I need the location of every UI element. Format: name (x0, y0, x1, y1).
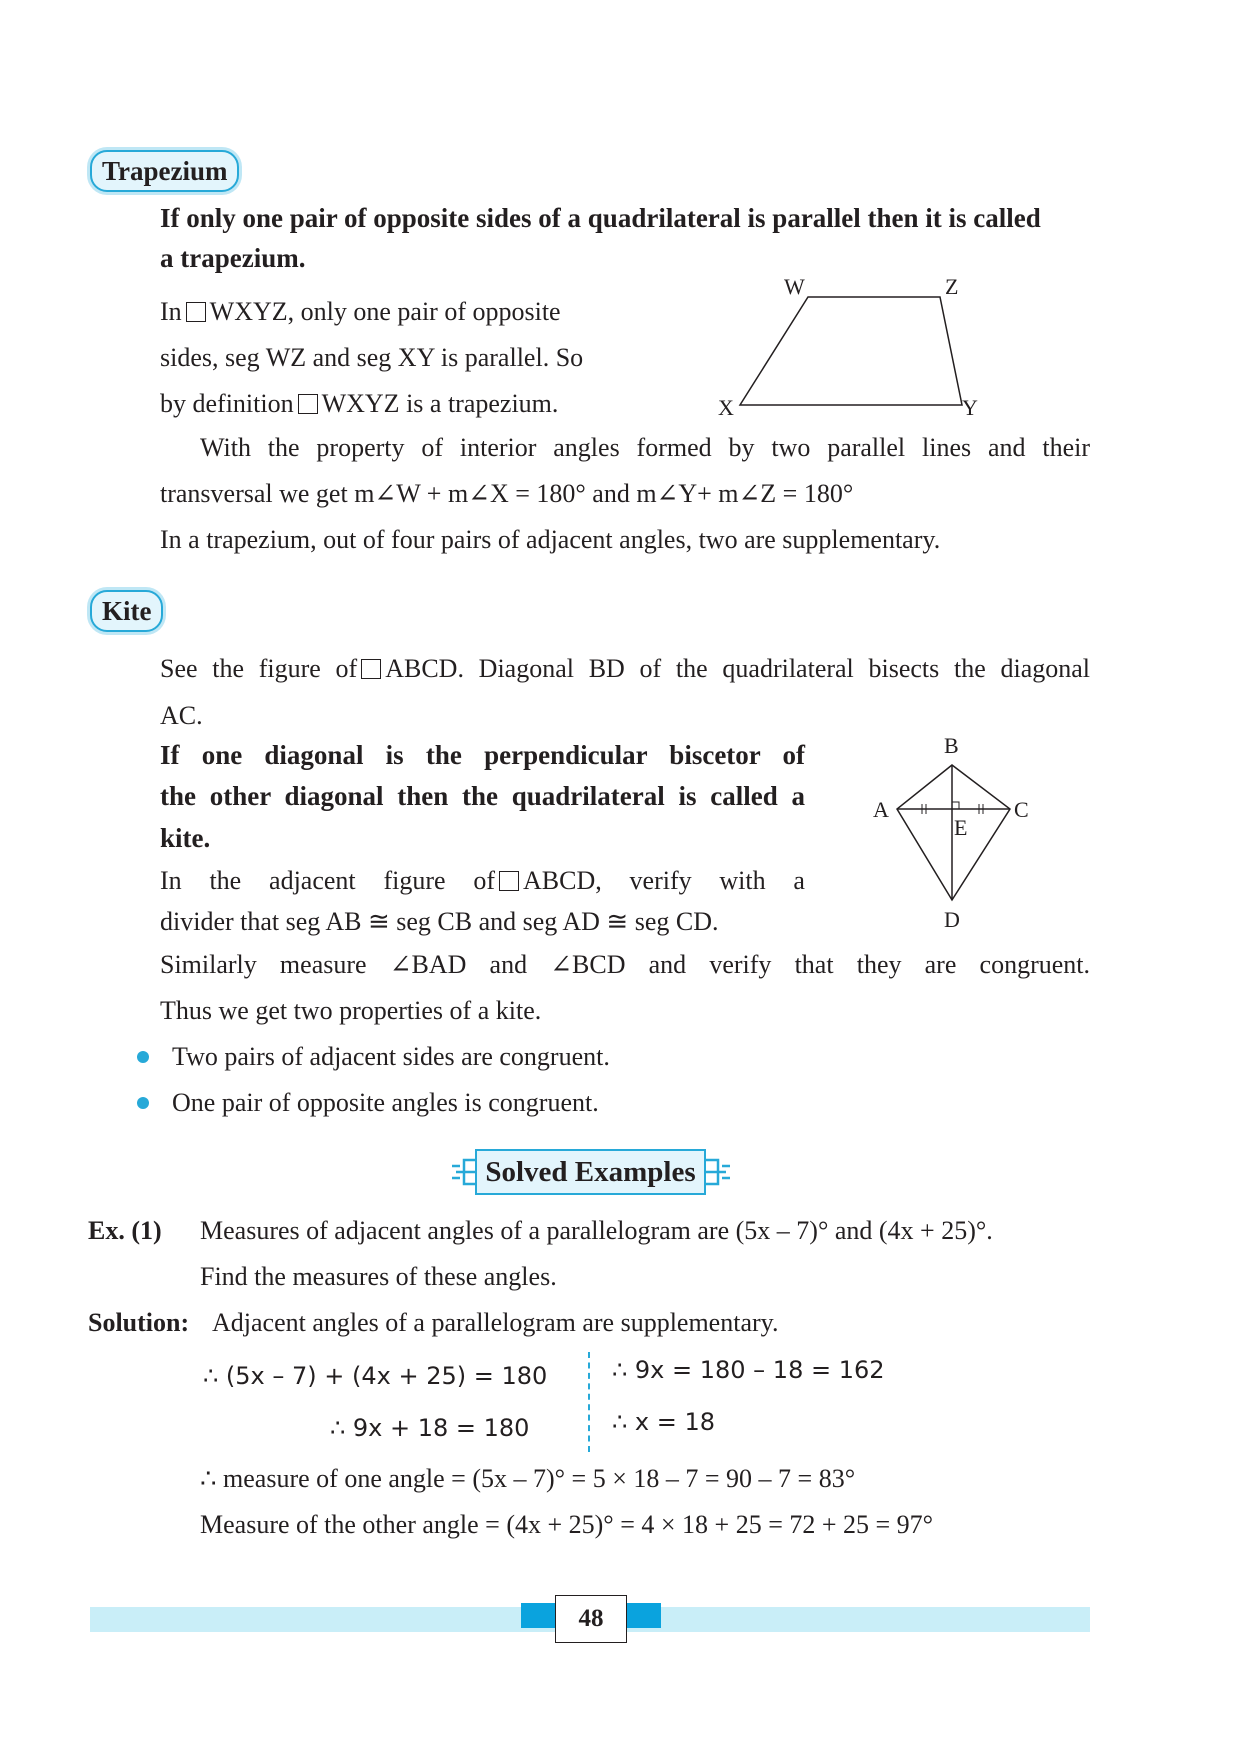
kite-property-1: Two pairs of adjacent sides are congruent. (172, 1042, 610, 1071)
kite-figure (860, 730, 1060, 935)
kite-verify-line-2: divider that seg AB ≅ seg CB and seg AD ≅ seg CD. (160, 907, 719, 936)
example-question-line-2: Find the measures of these angles. (200, 1262, 557, 1291)
vertex-label-e: E (954, 815, 968, 840)
footer-tab-right (627, 1603, 661, 1628)
solution-statement: Adjacent angles of a parallelogram are supplementary. (212, 1308, 779, 1337)
equation-divider (588, 1352, 590, 1452)
solved-examples-heading: Solved Examples (475, 1149, 706, 1195)
trapezium-para3: In a trapezium, out of four pairs of adjacent angles, two are supplementary. (160, 525, 941, 554)
trapezium-definition-line-2: a trapezium. (160, 243, 306, 273)
vertex-label-d: D (944, 907, 960, 932)
example-question-line-1: Measures of adjacent angles of a parallelogram are (5x – 7)° and (4x + 25)°. (200, 1216, 993, 1245)
trapezium-para1-line-2: sides, seg WZ and seg XY is parallel. So (160, 343, 584, 372)
trapezium-para1-line-1 (160, 299, 561, 325)
right-angle-mark (952, 802, 959, 809)
equation-right-1: ∴ 9x = 180 – 18 = 162 (612, 1356, 885, 1384)
text: WXYZ, only one pair of opposite (209, 297, 561, 326)
kite-verify-line-1 (160, 868, 805, 894)
text: WXYZ is a trapezium. (321, 389, 559, 418)
vertex-label-x: X (718, 395, 734, 420)
text: by definition (160, 389, 294, 418)
equation-left-2: ∴ 9x + 18 = 180 (330, 1414, 530, 1442)
vertex-label-z: Z (945, 274, 959, 299)
kite-intro-line-1 (160, 656, 1090, 682)
quadrilateral-symbol-icon (499, 871, 519, 891)
text: In (160, 297, 182, 326)
vertex-label-b: B (944, 733, 959, 758)
trapezium-definition-line-1: If only one pair of opposite sides of a quadrilateral is parallel then it is called (160, 203, 1041, 233)
example-label: Ex. (1) (88, 1216, 162, 1245)
quadrilateral-symbol-icon (186, 302, 206, 322)
trapezium-para2-line-2: transversal we get m∠W + m∠X = 180° and m∠Y+ m∠Z = 180° (160, 479, 854, 508)
result-line-1: ∴ measure of one angle = (5x – 7)° = 5 × 18 – 7 = 90 – 7 = 83° (200, 1464, 856, 1493)
text: See the figure of (160, 654, 358, 683)
quadrilateral-symbol-icon (298, 394, 318, 414)
vertex-label-c: C (1014, 797, 1029, 822)
equation-left-1: ∴ (5x – 7) + (4x + 25) = 180 (203, 1362, 548, 1390)
vertex-label-w: W (784, 274, 805, 299)
equation-right-2: ∴ x = 18 (612, 1408, 716, 1436)
trapezium-heading: Trapezium (90, 150, 239, 192)
trapezium-para1-line-3 (160, 391, 558, 417)
footer-tab-left (521, 1603, 555, 1628)
kite-definition-line-1: If one diagonal is the perpendicular biscetor of (160, 740, 805, 770)
kite-heading: Kite (90, 590, 163, 632)
trapezium-figure (700, 270, 990, 420)
text: ABCD, verify with a (522, 866, 805, 895)
text: ABCD. Diagonal BD of the quadrilateral bisects the diagonal (385, 654, 1090, 683)
solved-heading-ornament-right (702, 1152, 732, 1192)
kite-measure-line-1: Similarly measure ∠BAD and ∠BCD and verify that they are congruent. (160, 950, 1090, 979)
bullet-dot (137, 1051, 149, 1063)
kite-measure-line-2: Thus we get two properties of a kite. (160, 996, 542, 1025)
kite-property-2: One pair of opposite angles is congruent. (172, 1088, 599, 1117)
vertex-label-y: Y (962, 395, 978, 420)
bullet-dot (137, 1097, 149, 1109)
kite-definition-line-2: the other diagonal then the quadrilateral is called a (160, 781, 805, 811)
kite-intro-line-2: AC. (160, 701, 203, 730)
text: In the adjacent figure of (160, 866, 495, 895)
result-line-2: Measure of the other angle = (4x + 25)° = 4 × 18 + 25 = 72 + 25 = 97° (200, 1510, 934, 1539)
quadrilateral-symbol-icon (361, 659, 381, 679)
trapezium-para2-line-1: With the property of interior angles formed by two parallel lines and their (200, 433, 1090, 462)
solution-label: Solution: (88, 1308, 190, 1337)
kite-definition-line-3: kite. (160, 823, 211, 853)
trapezium-shape (740, 297, 962, 405)
page-number: 48 (555, 1595, 627, 1643)
vertex-label-a: A (873, 797, 889, 822)
